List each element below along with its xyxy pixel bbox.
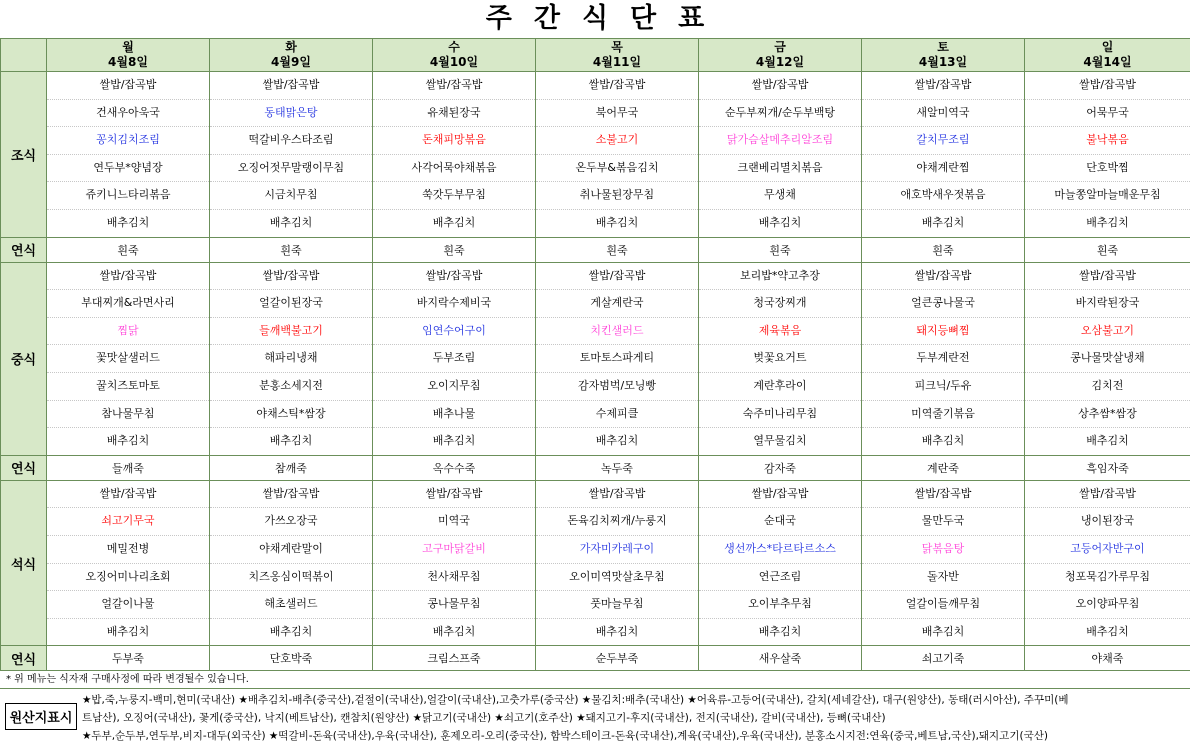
- menu-item: 해초샐러드: [210, 591, 372, 619]
- menu-item: 단호박찜: [1025, 155, 1190, 183]
- menu-item: 부대찌개&라면사리: [47, 290, 209, 318]
- porridge-item: 흰죽: [373, 237, 536, 262]
- menu-item: 꿀치즈토마토: [47, 373, 209, 401]
- menu-item: 피크닉/두유: [862, 373, 1024, 401]
- menu-item: 치즈옹심이떡볶이: [210, 564, 372, 592]
- porridge-item: 들깨죽: [47, 455, 210, 480]
- menu-item: 콩나물맛살냉채: [1025, 345, 1190, 373]
- menu-item: 청포묵김가루무침: [1025, 564, 1190, 592]
- meal-label-snack-2: 연식: [1, 455, 47, 480]
- menu-item: 배추김치: [1025, 210, 1190, 237]
- menu-item: 유채된장국: [373, 100, 535, 128]
- menu-item: 배추김치: [862, 619, 1024, 646]
- menu-item: 돈채피망볶음: [373, 127, 535, 155]
- menu-item: 토마토스파게티: [536, 345, 698, 373]
- day-name: 목: [536, 40, 698, 55]
- menu-item: 쌀밥/잡곡밥: [373, 263, 535, 291]
- origin-section: [0, 689, 1190, 743]
- meal-label-snack-1: 연식: [1, 237, 47, 262]
- menu-item: 쌀밥/잡곡밥: [862, 263, 1024, 291]
- menu-item: 배추김치: [1025, 619, 1190, 646]
- menu-cell: [373, 72, 536, 238]
- day-date: 4월14일: [1025, 55, 1190, 70]
- porridge-item: 흰죽: [536, 237, 699, 262]
- menu-item: 배추김치: [210, 210, 372, 237]
- menu-item: 바지락수제비국: [373, 290, 535, 318]
- menu-item: 동태맑은탕: [210, 100, 372, 128]
- day-header: [210, 39, 373, 72]
- origin-line: ★밥,죽,누룽지-백미,현미(국내산) ★배추김치-배추(중국산),겉절이(국내산),얼갈이(국내산),고춧가루(중국산) ★물김치:배추(국내산) ★어육류-고등어(국내산), 갈치(세네갈산), 대구(원양산), 동태(러시아산), 주꾸미(베: [82, 691, 1190, 709]
- origin-text: [82, 689, 1190, 743]
- day-header-row: [1, 39, 1190, 72]
- menu-item: 배추김치: [699, 210, 861, 237]
- menu-item: 수제피클: [536, 401, 698, 429]
- porridge-item: 계란죽: [862, 455, 1025, 480]
- menu-item: 가자미카레구이: [536, 536, 698, 564]
- menu-item: 야채스틱*쌈장: [210, 401, 372, 429]
- menu-item: 얼갈이된장국: [210, 290, 372, 318]
- menu-item: 새알미역국: [862, 100, 1024, 128]
- menu-item: 고구마닭갈비: [373, 536, 535, 564]
- day-header: [699, 39, 862, 72]
- porridge-item: 흰죽: [699, 237, 862, 262]
- porridge-item: 쇠고기죽: [862, 646, 1025, 671]
- menu-item: 배추김치: [536, 210, 698, 237]
- day-header: [373, 39, 536, 72]
- porridge-item: 흰죽: [862, 237, 1025, 262]
- menu-item: 닭가슴살메추리알조림: [699, 127, 861, 155]
- day-name: 일: [1025, 40, 1190, 55]
- day-name: 금: [699, 40, 861, 55]
- menu-cell: [699, 262, 862, 455]
- menu-item: 배추김치: [210, 619, 372, 646]
- menu-item: 쌀밥/잡곡밥: [210, 72, 372, 100]
- snack-row-2: [1, 455, 1190, 480]
- meal-label-snack-3: 연식: [1, 646, 47, 671]
- menu-item: 바지락된장국: [1025, 290, 1190, 318]
- menu-item: 쌀밥/잡곡밥: [47, 481, 209, 509]
- menu-item: 벚꽃요거트: [699, 345, 861, 373]
- menu-item: 배추나물: [373, 401, 535, 429]
- menu-item: 오징어젓무말랭이무침: [210, 155, 372, 183]
- menu-item: 온두부&볶음김치: [536, 155, 698, 183]
- menu-item: 쌀밥/잡곡밥: [699, 481, 861, 509]
- menu-item: 들깨백불고기: [210, 318, 372, 346]
- menu-item: 찜닭: [47, 318, 209, 346]
- menu-item: 쌀밥/잡곡밥: [1025, 263, 1190, 291]
- menu-cell: [862, 262, 1025, 455]
- menu-item: 상추쌈*쌈장: [1025, 401, 1190, 429]
- menu-cell: [47, 480, 210, 646]
- day-header: [536, 39, 699, 72]
- lunch-row: [1, 262, 1190, 455]
- menu-cell: [47, 72, 210, 238]
- menu-item: 쌀밥/잡곡밥: [373, 72, 535, 100]
- menu-item: 무생채: [699, 182, 861, 210]
- menu-cell: [210, 262, 373, 455]
- day-date: 4월12일: [699, 55, 861, 70]
- menu-item: 꽃맛살샐러드: [47, 345, 209, 373]
- porridge-item: 흑임자죽: [1025, 455, 1190, 480]
- origin-line: 트남산), 오징어(국내산), 꽃게(중국산), 낙지(베트남산), 캔참치(원양산) ★닭고기(국내산) ★쇠고기(호주산) ★돼지고기-후지(국내산), 전지(국내산), 갈비(국내산), 등뼈(국내산): [82, 709, 1190, 727]
- menu-item: 쑥갓두부무침: [373, 182, 535, 210]
- menu-item: 오삼불고기: [1025, 318, 1190, 346]
- snack-row-3: [1, 646, 1190, 671]
- porridge-item: 녹두죽: [536, 455, 699, 480]
- menu-item: 어묵무국: [1025, 100, 1190, 128]
- menu-item: 크랜베리멸치볶음: [699, 155, 861, 183]
- menu-item: 치킨샐러드: [536, 318, 698, 346]
- menu-item: 건새우아욱국: [47, 100, 209, 128]
- page-title: 주간식단표: [0, 0, 1190, 38]
- weekly-menu-table: [0, 38, 1190, 671]
- menu-item: 숙주미나리무침: [699, 401, 861, 429]
- menu-item: 쌀밥/잡곡밥: [47, 72, 209, 100]
- menu-item: 얼갈이들깨무침: [862, 591, 1024, 619]
- menu-item: 얼큰콩나물국: [862, 290, 1024, 318]
- menu-item: 야채계란말이: [210, 536, 372, 564]
- meal-label-dinner: 석식: [1, 480, 47, 646]
- menu-item: 연두부*양념장: [47, 155, 209, 183]
- menu-item: 배추김치: [210, 428, 372, 455]
- snack-row-1: [1, 237, 1190, 262]
- menu-item: 두부조림: [373, 345, 535, 373]
- day-date: 4월11일: [536, 55, 698, 70]
- menu-item: 사각어묵야채볶음: [373, 155, 535, 183]
- menu-item: 배추김치: [536, 619, 698, 646]
- menu-item: 배추김치: [699, 619, 861, 646]
- menu-cell: [699, 480, 862, 646]
- porridge-item: 두부죽: [47, 646, 210, 671]
- day-header: [1025, 39, 1190, 72]
- menu-item: 천사채무침: [373, 564, 535, 592]
- menu-cell: [210, 72, 373, 238]
- menu-item: 열무물김치: [699, 428, 861, 455]
- porridge-item: 참깨죽: [210, 455, 373, 480]
- menu-item: 해파리냉채: [210, 345, 372, 373]
- menu-item: 쌀밥/잡곡밥: [862, 72, 1024, 100]
- porridge-item: 흰죽: [47, 237, 210, 262]
- menu-item: 게살계란국: [536, 290, 698, 318]
- menu-item: 배추김치: [47, 210, 209, 237]
- menu-change-note: * 위 메뉴는 식자재 구매사정에 따라 변경될수 있습니다.: [0, 671, 1190, 689]
- menu-item: 보리밥*약고추장: [699, 263, 861, 291]
- menu-item: 쌀밥/잡곡밥: [536, 481, 698, 509]
- menu-item: 고등어자반구이: [1025, 536, 1190, 564]
- menu-item: 갈치무조림: [862, 127, 1024, 155]
- menu-item: 계란후라이: [699, 373, 861, 401]
- menu-item: 돼지등뼈찜: [862, 318, 1024, 346]
- menu-item: 오이양파무침: [1025, 591, 1190, 619]
- menu-item: 분홍소세지전: [210, 373, 372, 401]
- menu-item: 콩나물무침: [373, 591, 535, 619]
- menu-item: 취나물된장무침: [536, 182, 698, 210]
- menu-item: 쌀밥/잡곡밥: [536, 72, 698, 100]
- menu-item: 배추김치: [862, 210, 1024, 237]
- menu-item: 꽁치김치조림: [47, 127, 209, 155]
- menu-item: 오징어미나리초회: [47, 564, 209, 592]
- menu-item: 쌀밥/잡곡밥: [210, 263, 372, 291]
- menu-cell: [1025, 480, 1190, 646]
- menu-item: 쌀밥/잡곡밥: [536, 263, 698, 291]
- menu-item: 미역줄기볶음: [862, 401, 1024, 429]
- menu-item: 야채계란찜: [862, 155, 1024, 183]
- menu-item: 가쓰오장국: [210, 508, 372, 536]
- porridge-item: 순두부죽: [536, 646, 699, 671]
- porridge-item: 크림스프죽: [373, 646, 536, 671]
- menu-item: 김치전: [1025, 373, 1190, 401]
- menu-cell: [210, 480, 373, 646]
- menu-item: 두부계란전: [862, 345, 1024, 373]
- day-name: 수: [373, 40, 535, 55]
- day-date: 4월13일: [862, 55, 1024, 70]
- menu-item: 쌀밥/잡곡밥: [1025, 72, 1190, 100]
- day-header: [47, 39, 210, 72]
- menu-item: 돌자반: [862, 564, 1024, 592]
- menu-item: 배추김치: [47, 619, 209, 646]
- menu-item: 시금치무침: [210, 182, 372, 210]
- menu-item: 오이부추무침: [699, 591, 861, 619]
- porridge-item: 감자죽: [699, 455, 862, 480]
- origin-title-box: [0, 689, 82, 743]
- porridge-item: 흰죽: [1025, 237, 1190, 262]
- menu-item: 배추김치: [1025, 428, 1190, 455]
- dinner-row: [1, 480, 1190, 646]
- menu-item: 미역국: [373, 508, 535, 536]
- menu-item: 쌀밥/잡곡밥: [47, 263, 209, 291]
- menu-item: 냉이된장국: [1025, 508, 1190, 536]
- day-date: 4월8일: [47, 55, 209, 70]
- breakfast-row: [1, 72, 1190, 238]
- menu-item: 순두부찌개/순두부백탕: [699, 100, 861, 128]
- menu-item: 감자범벅/모닝빵: [536, 373, 698, 401]
- meal-label-lunch: 중식: [1, 262, 47, 455]
- menu-cell: [1025, 72, 1190, 238]
- menu-item: 메밀전병: [47, 536, 209, 564]
- menu-item: 쌀밥/잡곡밥: [210, 481, 372, 509]
- menu-item: 오이미역맛살초무침: [536, 564, 698, 592]
- menu-item: 쌀밥/잡곡밥: [699, 72, 861, 100]
- menu-cell: [536, 480, 699, 646]
- menu-item: 배추김치: [862, 428, 1024, 455]
- porridge-item: 단호박죽: [210, 646, 373, 671]
- day-name: 월: [47, 40, 209, 55]
- menu-cell: [373, 480, 536, 646]
- menu-cell: [1025, 262, 1190, 455]
- origin-title: 원산지표시: [5, 703, 78, 730]
- menu-cell: [536, 72, 699, 238]
- menu-cell: [862, 72, 1025, 238]
- menu-item: 배추김치: [373, 619, 535, 646]
- menu-cell: [699, 72, 862, 238]
- porridge-item: 옥수수죽: [373, 455, 536, 480]
- menu-item: 쌀밥/잡곡밥: [373, 481, 535, 509]
- menu-cell: [536, 262, 699, 455]
- corner-cell: [1, 39, 47, 72]
- menu-item: 돈육김치찌개/누룽지: [536, 508, 698, 536]
- menu-item: 배추김치: [373, 210, 535, 237]
- menu-item: 애호박새우젓볶음: [862, 182, 1024, 210]
- menu-cell: [47, 262, 210, 455]
- porridge-item: 새우살죽: [699, 646, 862, 671]
- porridge-item: 흰죽: [210, 237, 373, 262]
- porridge-item: 야채죽: [1025, 646, 1190, 671]
- meal-label-breakfast: 조식: [1, 72, 47, 238]
- menu-item: 쇠고기무국: [47, 508, 209, 536]
- menu-item: 쥬키니느타리볶음: [47, 182, 209, 210]
- day-header: [862, 39, 1025, 72]
- menu-item: 오이지무침: [373, 373, 535, 401]
- menu-cell: [373, 262, 536, 455]
- menu-item: 닭볶음탕: [862, 536, 1024, 564]
- menu-cell: [862, 480, 1025, 646]
- day-date: 4월9일: [210, 55, 372, 70]
- origin-line: ★두부,순두부,연두부,비지-대두(외국산) ★떡갈비-돈육(국내산),우육(국내산), 훈제오리-오리(중국산), 함박스테이크-돈육(국내산),계육(국내산),우육(국내산), 분홍소시지전:연육(중국,베트남,국산),돼지고기(국산): [82, 727, 1190, 745]
- menu-item: 청국장찌개: [699, 290, 861, 318]
- menu-item: 생선까스*타르타르소스: [699, 536, 861, 564]
- menu-item: 얼갈이나물: [47, 591, 209, 619]
- menu-item: 연근조림: [699, 564, 861, 592]
- menu-item: 북어무국: [536, 100, 698, 128]
- menu-item: 배추김치: [47, 428, 209, 455]
- menu-item: 임연수어구이: [373, 318, 535, 346]
- menu-item: 순대국: [699, 508, 861, 536]
- menu-item: 떡갈비우스타조림: [210, 127, 372, 155]
- menu-item: 마늘쫑알마늘매운무침: [1025, 182, 1190, 210]
- menu-item: 제육볶음: [699, 318, 861, 346]
- menu-item: 배추김치: [536, 428, 698, 455]
- menu-item: 쌀밥/잡곡밥: [1025, 481, 1190, 509]
- day-name: 화: [210, 40, 372, 55]
- menu-item: 불낙볶음: [1025, 127, 1190, 155]
- day-date: 4월10일: [373, 55, 535, 70]
- menu-item: 소불고기: [536, 127, 698, 155]
- menu-item: 참나물무침: [47, 401, 209, 429]
- menu-item: 풋마늘무침: [536, 591, 698, 619]
- menu-item: 쌀밥/잡곡밥: [862, 481, 1024, 509]
- menu-item: 물만두국: [862, 508, 1024, 536]
- day-name: 토: [862, 40, 1024, 55]
- menu-item: 배추김치: [373, 428, 535, 455]
